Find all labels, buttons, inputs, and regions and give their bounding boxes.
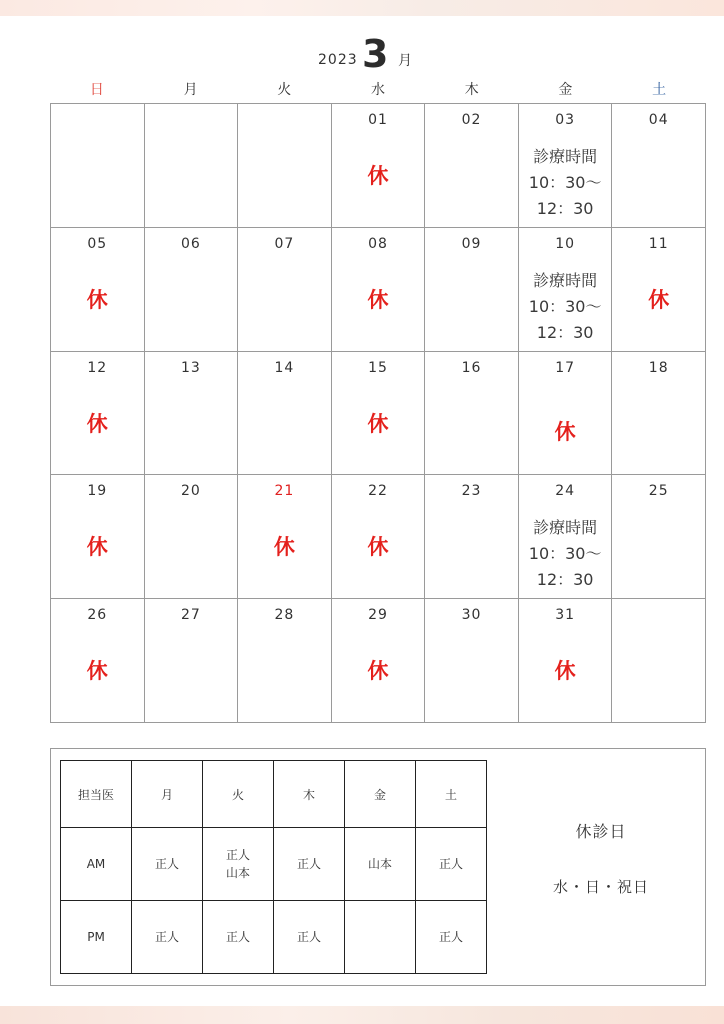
schedule-doctor-cell: 正人	[274, 901, 345, 974]
schedule-header-row	[61, 761, 487, 828]
day-number: 21	[274, 483, 295, 500]
hours-note-line: 12：30	[536, 570, 594, 590]
calendar-day-cell	[332, 475, 426, 599]
weekday-tue: 火	[277, 82, 292, 98]
schedule-doctor-cell: 正人	[132, 901, 203, 974]
hours-note	[519, 144, 612, 222]
closed-mark: 休	[554, 659, 576, 684]
hours-note	[519, 268, 612, 346]
closed-mark: 休	[367, 164, 389, 188]
calendar-day-cell	[238, 228, 332, 352]
calendar-day-cell	[238, 599, 332, 723]
schedule-header-cell: 月	[132, 761, 203, 828]
schedule-doctor-cell	[345, 901, 416, 974]
schedule-doctor-cell: 正人	[203, 901, 274, 974]
day-number: 04	[648, 112, 669, 128]
calendar-day-cell	[612, 228, 706, 352]
calendar-day-cell	[51, 352, 145, 476]
calendar-day-cell	[612, 475, 706, 599]
calendar-grid	[50, 103, 706, 723]
closed-mark: 休	[86, 535, 108, 560]
day-number: 18	[648, 359, 669, 376]
day-number: 15	[368, 359, 388, 376]
calendar-day-cell	[519, 104, 613, 228]
closed-days-panel	[521, 819, 681, 897]
day-number: 30	[461, 607, 482, 624]
schedule-period-cell: PM	[61, 901, 132, 974]
calendar-day-cell	[519, 475, 613, 599]
calendar-day-cell	[145, 352, 239, 476]
doctor-schedule-table	[60, 760, 487, 974]
calendar-day-cell	[332, 228, 426, 352]
calendar-day-cell	[612, 104, 706, 228]
calendar-day-cell	[519, 599, 613, 723]
calendar-day-cell	[145, 599, 239, 723]
schedule-doctor-cell: 山本	[345, 828, 416, 901]
weekday-header	[50, 78, 706, 102]
day-number: 05	[87, 235, 108, 252]
closed-mark: 休	[367, 535, 389, 560]
closed-days-list: 水・日・祝日	[552, 878, 649, 896]
day-number: 14	[274, 359, 295, 376]
day-number: 20	[180, 483, 201, 500]
calendar-day-cell	[425, 599, 519, 723]
day-number: 16	[461, 359, 482, 376]
day-number: 19	[87, 483, 108, 500]
calendar-day-cell	[519, 228, 613, 352]
closed-mark: 休	[86, 659, 108, 684]
month-number: 3	[362, 32, 389, 76]
calendar-day-cell	[145, 475, 239, 599]
schedule-doctor-cell: 正人	[416, 828, 487, 901]
closed-mark: 休	[367, 411, 389, 436]
calendar-day-cell	[238, 352, 332, 476]
hours-note	[519, 515, 612, 593]
closed-mark: 休	[273, 535, 295, 560]
weekday-fri: 金	[558, 82, 573, 98]
calendar-day-cell	[425, 104, 519, 228]
day-number: 26	[87, 607, 108, 624]
day-number: 10	[555, 235, 576, 252]
top-decorative-band	[0, 0, 724, 16]
calendar-day-cell	[332, 352, 426, 476]
weekday-sun: 日	[89, 82, 104, 98]
day-number: 06	[180, 235, 201, 252]
calendar-day-cell	[145, 228, 239, 352]
closed-mark: 休	[86, 287, 108, 312]
day-number: 29	[368, 607, 388, 624]
closed-days-label: 休診日	[575, 822, 627, 841]
day-number: 11	[648, 235, 669, 252]
day-number: 02	[461, 112, 482, 128]
weekday-wed: 水	[370, 82, 385, 98]
calendar-day-cell	[332, 599, 426, 723]
day-number: 22	[368, 483, 388, 500]
hours-note-line: 診療時間	[533, 518, 598, 538]
schedule-header-cell: 土	[416, 761, 487, 828]
calendar-day-cell	[145, 104, 239, 228]
calendar-day-cell	[612, 599, 706, 723]
schedule-period-cell: AM	[61, 828, 132, 901]
schedule-header-cell: 火	[203, 761, 274, 828]
day-number: 07	[274, 235, 295, 252]
calendar-day-cell	[425, 352, 519, 476]
calendar-day-cell	[519, 352, 613, 476]
clinic-info-box	[50, 748, 706, 986]
calendar-day-cell	[612, 352, 706, 476]
weekday-thu: 木	[464, 82, 479, 98]
schedule-row	[61, 901, 487, 974]
hours-note-line: 10：30～	[528, 173, 602, 192]
schedule-header-cell: 木	[274, 761, 345, 828]
calendar-day-cell	[51, 599, 145, 723]
day-number: 01	[368, 112, 388, 128]
closed-mark: 休	[648, 287, 670, 312]
calendar-day-cell	[332, 104, 426, 228]
calendar-day-cell	[51, 475, 145, 599]
schedule-header-cell: 金	[345, 761, 416, 828]
calendar-day-cell	[51, 104, 145, 228]
weekday-mon: 月	[183, 82, 198, 98]
closed-mark: 休	[367, 659, 389, 684]
calendar-title	[0, 34, 724, 74]
schedule-row	[61, 828, 487, 901]
hours-note-line: 診療時間	[533, 147, 598, 166]
day-number: 17	[555, 359, 576, 376]
bottom-decorative-band	[0, 1006, 724, 1024]
hours-note-line: 診療時間	[533, 270, 598, 290]
hours-note-line: 12：30	[536, 199, 594, 218]
closed-mark: 休	[367, 287, 389, 312]
calendar-day-cell	[425, 228, 519, 352]
year-label: 2023	[318, 52, 358, 68]
day-number: 13	[180, 359, 201, 376]
day-number: 31	[555, 607, 576, 624]
day-number: 27	[180, 607, 201, 624]
schedule-doctor-cell: 正人	[416, 901, 487, 974]
schedule-doctor-cell: 正人 山本	[203, 828, 274, 901]
day-number: 23	[461, 483, 482, 500]
calendar-day-cell	[51, 228, 145, 352]
schedule-header-cell: 担当医	[61, 761, 132, 828]
calendar-day-cell	[425, 475, 519, 599]
day-number: 08	[368, 235, 388, 252]
closed-mark: 休	[554, 419, 576, 444]
calendar-day-cell	[238, 475, 332, 599]
calendar-day-cell	[238, 104, 332, 228]
day-number: 09	[461, 235, 482, 252]
schedule-doctor-cell: 正人	[274, 828, 345, 901]
hours-note-line: 12：30	[536, 322, 594, 342]
hours-note-line: 10：30～	[528, 544, 602, 564]
day-number: 03	[555, 112, 576, 128]
closed-mark: 休	[86, 411, 108, 436]
weekday-sat: 土	[652, 82, 667, 98]
month-unit: 月	[398, 53, 412, 69]
day-number: 12	[87, 359, 108, 376]
hours-note-line: 10：30～	[528, 296, 602, 316]
day-number: 24	[555, 483, 576, 500]
day-number: 25	[648, 483, 669, 500]
day-number: 28	[274, 607, 295, 624]
schedule-doctor-cell: 正人	[132, 828, 203, 901]
